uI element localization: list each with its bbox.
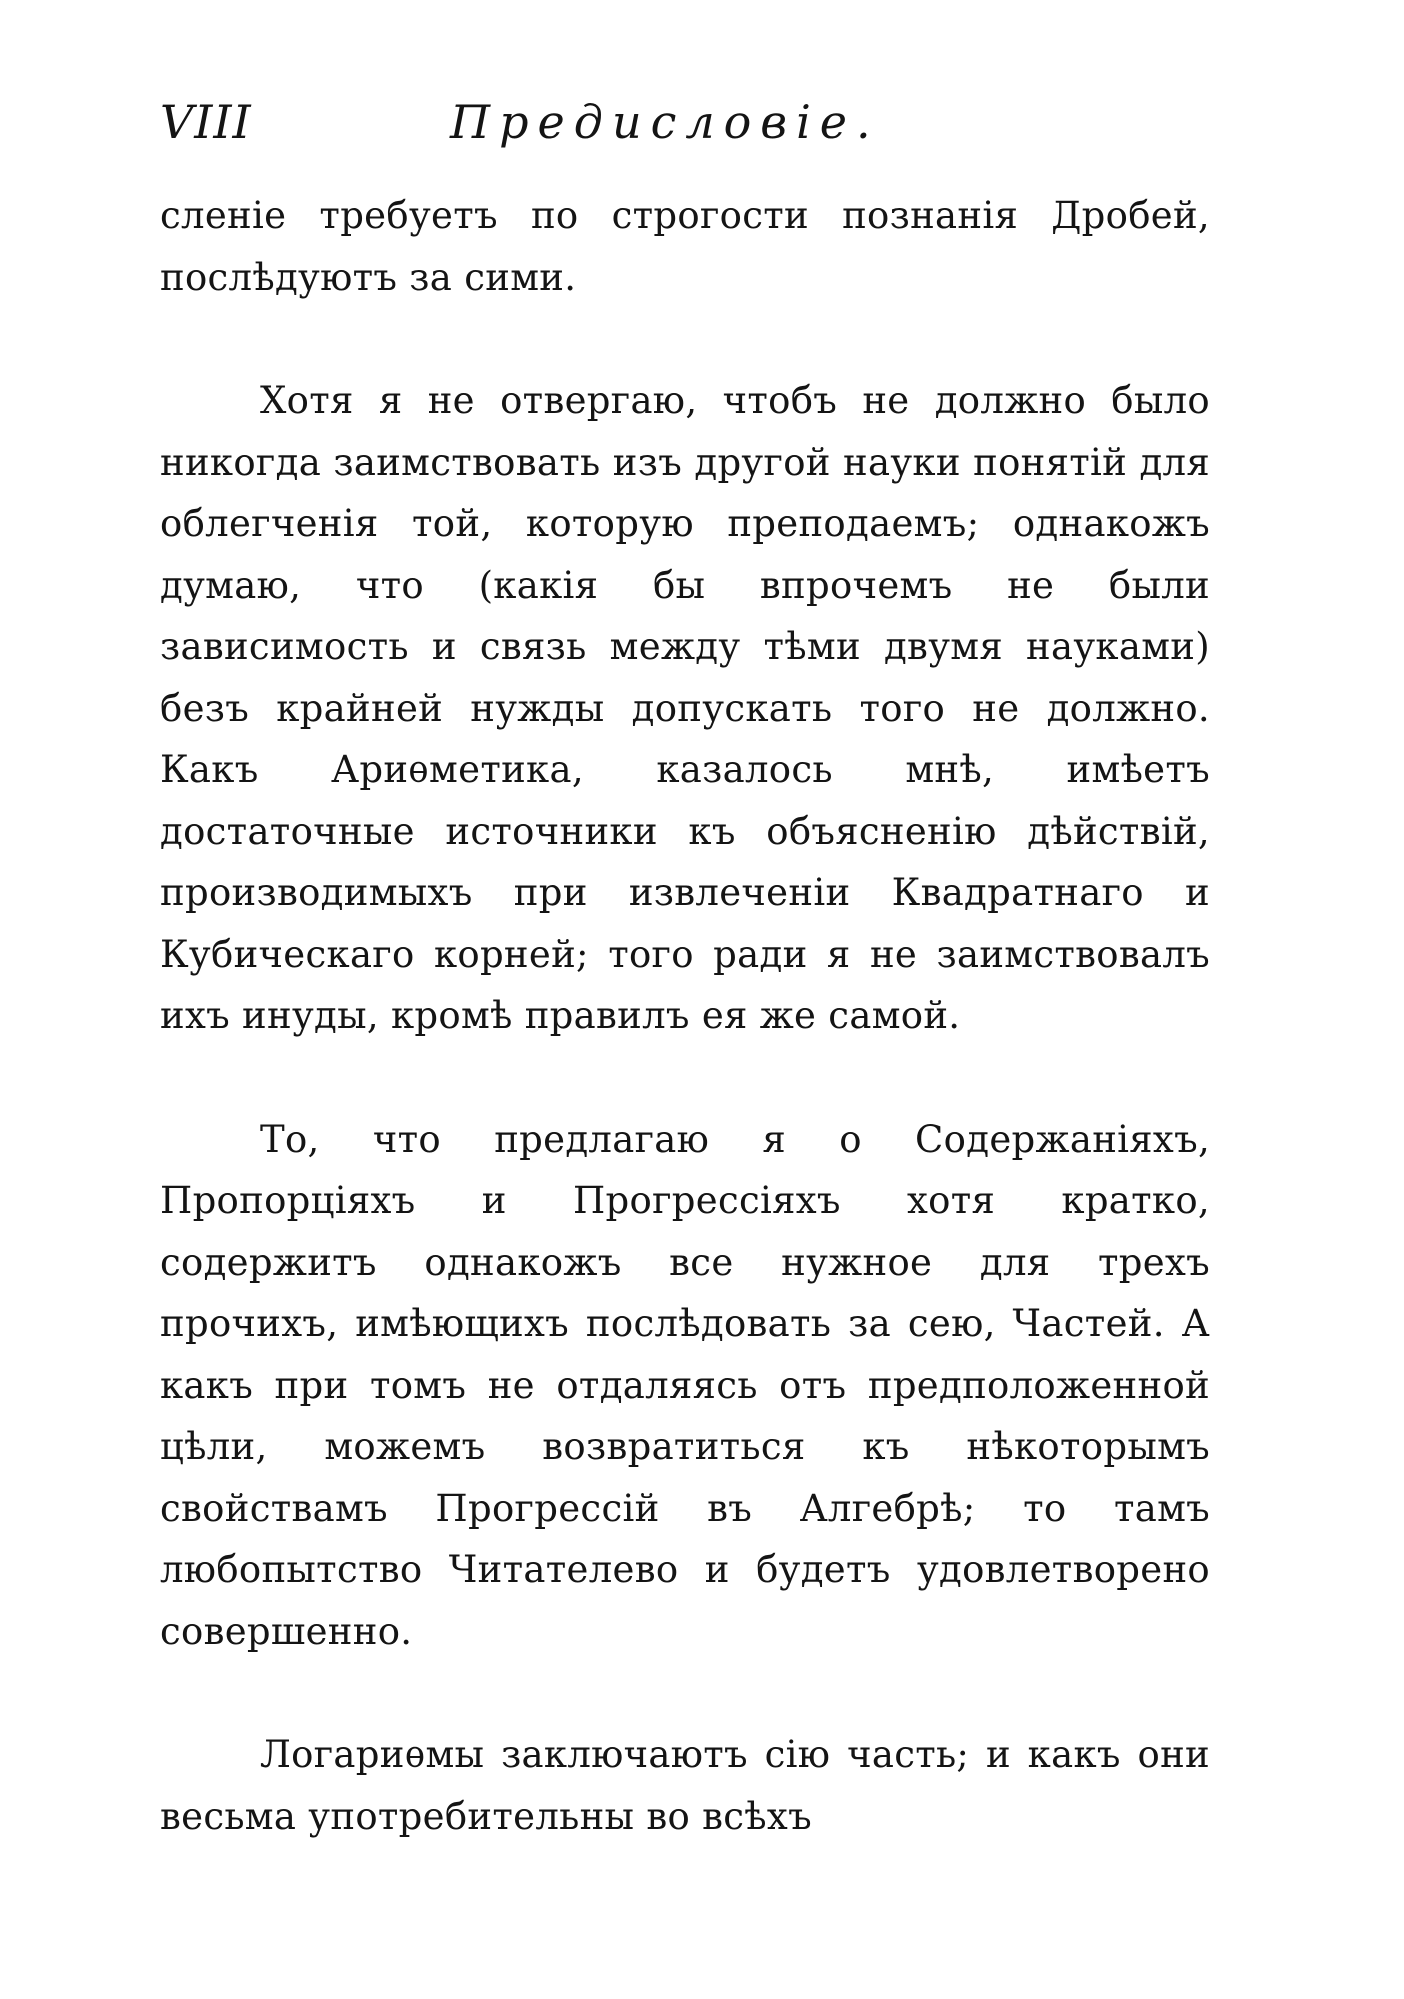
paragraph: Логариѳмы заключаютъ сію часть; и какъ они весьма употребительны во всѣхъ [160,1733,1210,1838]
page-number: VIII [160,95,252,149]
running-title: Предисловіе. [450,95,880,149]
running-head [160,95,1210,185]
body-text [160,185,1210,1847]
paragraph: То, что предлагаю я о Содержаніяхъ, Пропорціяхъ и Прогрессіяхъ хотя кратко, содержитъ однакожъ все нужное для трехъ прочихъ, имѣющихъ послѣдовать за сею, Частей. А какъ при томъ не отдаляясь отъ предположенной цѣли, можемъ возвратиться къ нѣкоторымъ свойствамъ Прогрессій въ Алгебрѣ; то тамъ любопытство Читателево и будетъ удовлетворено совершенно. [160,1117,1210,1653]
book-page [160,95,1210,1847]
paragraph: Хотя я не отвергаю, чтобъ не должно было никогда заимствовать изъ другой науки понятій для облегченія той, которую преподаемъ; однакожъ думаю, что (какія бы впрочемъ не были зависимость и связь между тѣми двумя науками) безъ крайней нужды допускать того не должно. Какъ Ариѳметика, казалось мнѣ, имѣетъ достаточные источники къ объясненію дѣйствій, производимыхъ при извлеченіи Квадратнаго и Кубическаго корней; того ради я не заимствовалъ ихъ инуды, кромѣ правилъ ея же самой. [160,379,1210,1037]
paragraph-continuation: сленіе требуетъ по строгости познанія Дробей, послѣдуютъ за сими. [160,194,1210,299]
